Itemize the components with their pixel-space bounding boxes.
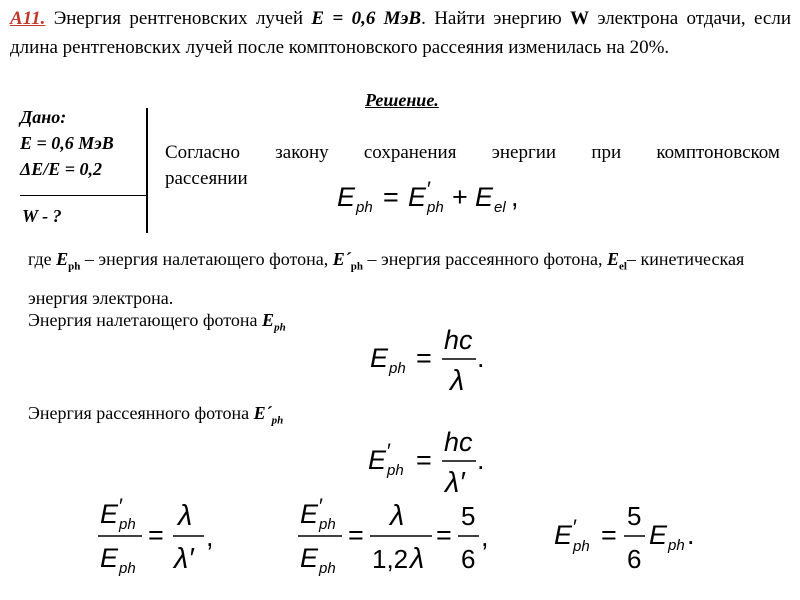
f1-plus: +	[452, 182, 468, 212]
label-sym: E	[262, 310, 275, 330]
label-text: Энергия рассеянного фотона	[28, 403, 250, 423]
f1-ph: ph	[356, 199, 373, 216]
f4-eq: =	[148, 520, 164, 550]
f4-ph-den: ph	[119, 560, 136, 577]
f5-lambda-num: λ	[390, 500, 405, 532]
intro-word: комптоновском	[656, 142, 780, 163]
f6-prime: ′	[573, 516, 577, 539]
def-e-ph: E	[56, 249, 69, 269]
solution-intro-line-1	[165, 140, 780, 166]
f4-prime: ′	[119, 495, 123, 518]
given-energy: Е = 0,6 МэВ	[20, 133, 114, 153]
f5-ph-num: ph	[319, 516, 336, 533]
f3-e: E	[368, 445, 387, 475]
f1-e: E	[337, 182, 356, 212]
f3-ph: ph	[387, 462, 404, 479]
f1-comma: ,	[511, 182, 519, 212]
label-scattered-photon	[28, 403, 283, 427]
given-title: Дано:	[20, 107, 67, 127]
f6-ph2: ph	[668, 537, 685, 554]
f1-eq: =	[383, 182, 399, 212]
def-text: – энергия рассеянного фотона,	[367, 249, 603, 269]
f2-e: E	[370, 343, 389, 373]
def-sub: ph	[68, 260, 81, 273]
f4-lambda-num: λ	[178, 500, 193, 532]
formula-incident-energy	[368, 322, 498, 400]
f3-dot: .	[477, 445, 485, 475]
f2-eq: =	[416, 343, 432, 373]
f5-coef: 1,2	[372, 544, 409, 574]
f5-five: 5	[461, 501, 476, 531]
f5-prime: ′	[319, 495, 323, 518]
given-block	[20, 104, 148, 182]
given-divider-horizontal	[20, 195, 146, 196]
f6-e: E	[554, 520, 573, 550]
f5-comma: ,	[481, 522, 489, 552]
f4-ph-num: ph	[119, 516, 136, 533]
f1-e3: E	[475, 182, 494, 212]
problem-w: W	[570, 8, 590, 29]
problem-number: А11.	[10, 8, 46, 29]
f2-ph: ph	[389, 360, 406, 377]
given-divider-vertical	[146, 108, 148, 233]
problem-energy: Е = 0,6 МэВ	[311, 8, 422, 29]
f5-lambda-den: λ	[410, 543, 425, 575]
formula-energy-ratio-value	[296, 492, 496, 582]
label-incident-photon	[28, 310, 286, 334]
problem-statement	[10, 4, 791, 62]
definitions-text	[28, 244, 780, 314]
label-sub: ph	[274, 321, 286, 334]
f2-dot: .	[477, 343, 485, 373]
solution-intro-line-2: рассеянии	[165, 168, 248, 189]
f6-dot: .	[687, 520, 695, 550]
f5-e-num: E	[300, 499, 319, 529]
f4-comma: ,	[206, 522, 214, 552]
f4-lambda-den: λ′	[174, 543, 194, 575]
f3-hc: hc	[444, 427, 473, 457]
def-sub: ph	[350, 260, 364, 273]
f3-prime: ′	[387, 440, 391, 463]
solution-title: Решение.	[365, 90, 439, 110]
f5-eq1: =	[348, 520, 364, 550]
problem-text-3: электрона отдачи, если длина рентгеновских лучей после комптоновского рассеяния изменилась на 20%.	[10, 8, 791, 58]
f1-e2: E	[408, 182, 427, 212]
f5-six: 6	[461, 544, 476, 574]
f6-five: 5	[627, 501, 642, 531]
f4-e-num: E	[100, 499, 119, 529]
def-e-el: E	[607, 249, 620, 269]
formula-scattered-energy	[366, 422, 506, 500]
f3-lambda: λ′	[445, 467, 465, 499]
formula-energy-conservation	[335, 176, 535, 220]
label-sym: E´	[253, 403, 272, 423]
f2-hc: hc	[444, 325, 473, 355]
intro-word: закону	[275, 142, 329, 163]
given-find: W - ?	[22, 206, 62, 226]
intro-word: Согласно	[165, 142, 241, 163]
def-sub: el	[619, 260, 627, 273]
f3-eq: =	[416, 445, 432, 475]
def-e-prime: E´	[332, 249, 351, 269]
def-text: – кинетическая энергия электрона.	[28, 249, 745, 308]
f1-el: el	[494, 199, 506, 216]
f1-prime: ′	[427, 178, 431, 201]
f6-ph: ph	[573, 538, 590, 555]
def-text: – энергия налетающего фотона,	[84, 249, 329, 269]
f6-eq: =	[601, 520, 617, 550]
f2-lambda: λ	[450, 365, 465, 397]
formula-scattered-result	[552, 492, 712, 582]
f6-e2: E	[649, 520, 668, 550]
f1-ph2: ph	[427, 199, 444, 216]
f5-ph-den: ph	[319, 560, 336, 577]
def-text: где	[28, 249, 52, 269]
intro-word: сохранения	[363, 142, 457, 163]
f5-e-den: E	[300, 543, 319, 573]
intro-word: при	[591, 142, 622, 163]
f5-eq2: =	[436, 520, 452, 550]
problem-text-2: . Найти энергию	[421, 8, 562, 29]
f4-e-den: E	[100, 543, 119, 573]
formula-energy-ratio	[96, 492, 226, 582]
label-sub: ph	[271, 414, 284, 427]
given-ratio: ΔЕ/Е = 0,2	[20, 159, 103, 179]
problem-text-1: Энергия рентгеновских лучей	[53, 8, 304, 29]
label-text: Энергия налетающего фотона	[28, 310, 258, 330]
f6-six: 6	[627, 544, 642, 574]
intro-word: энергии	[491, 142, 557, 163]
